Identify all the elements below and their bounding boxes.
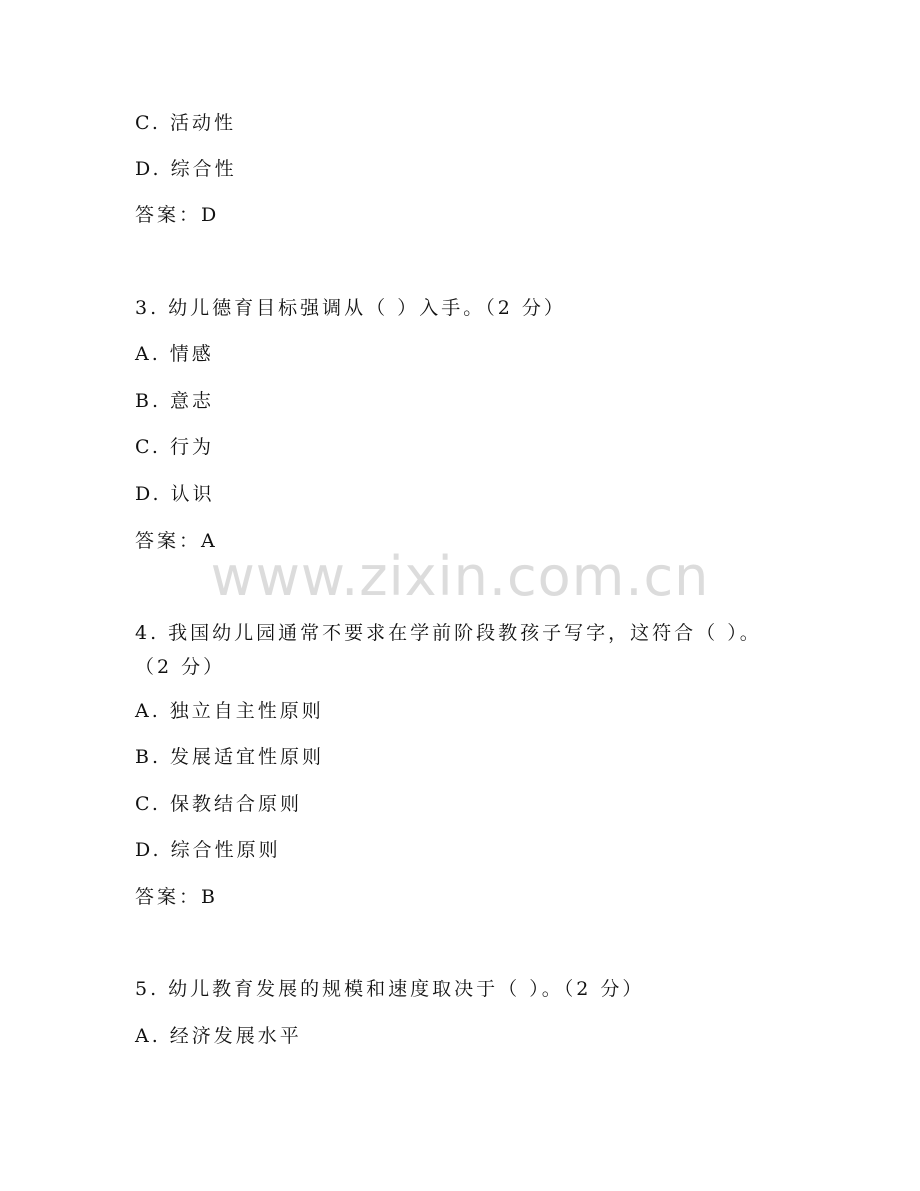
- q3-question: 3. 幼儿德育目标强调从（ ）入手。（2 分）: [135, 297, 566, 319]
- watermark: www.zixin.com.cn: [210, 545, 710, 608]
- q4-answer: 答案：B: [135, 886, 218, 908]
- q3-option-a: A. 情感: [135, 343, 214, 365]
- q3-option-b: B. 意志: [135, 390, 215, 412]
- q3-answer: 答案：A: [135, 530, 218, 552]
- q5-option-a: A. 经济发展水平: [135, 1025, 302, 1047]
- q2-answer: 答案：D: [135, 204, 220, 226]
- q2-option-d: D. 综合性: [135, 158, 237, 180]
- q4-question: 4. 我国幼儿园通常不要求在学前阶段教孩子写字，这符合（ ）。（2 分）: [135, 622, 762, 678]
- q3-option-d: D. 认识: [135, 483, 215, 505]
- q4-option-a: A. 独立自主性原则: [135, 700, 324, 722]
- q3-option-c: C. 行为: [135, 436, 214, 458]
- q2-option-c: C. 活动性: [135, 112, 236, 134]
- q4-option-b: B. 发展适宜性原则: [135, 746, 325, 768]
- q4-option-d: D. 综合性原则: [135, 839, 281, 861]
- q5-question: 5. 幼儿教育发展的规模和速度取决于（ ）。（2 分）: [135, 978, 645, 1000]
- q4-option-c: C. 保教结合原则: [135, 793, 302, 815]
